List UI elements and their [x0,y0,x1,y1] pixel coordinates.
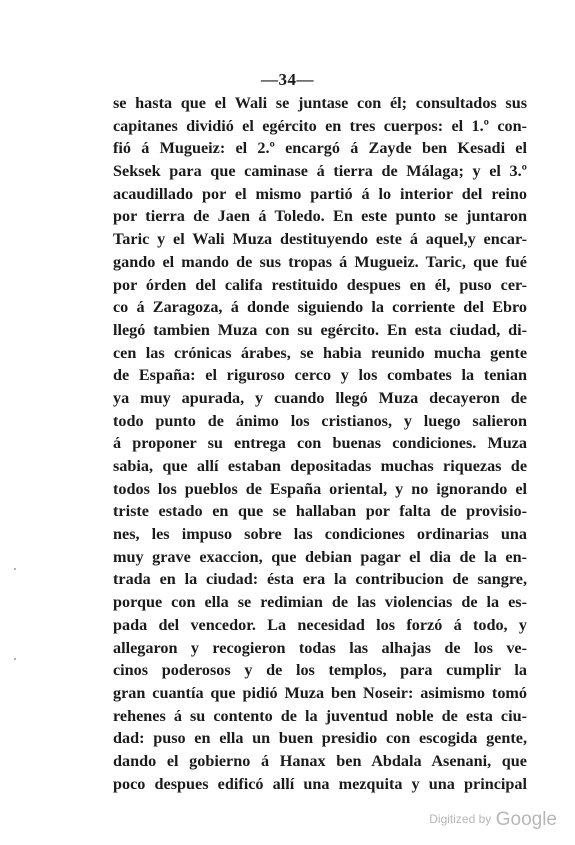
text-line: sabia, que allí estaban depositadas muchas riquezas de [113,457,527,475]
text-line: de España: el riguroso cerco y los combates la tenian [113,366,527,385]
margin-speck [14,658,16,660]
text-line: rehenes á su contento de la juventud noble de esta ciu- [113,706,527,725]
text-line: Taric y el Wali Muza destituyendo este á aquel,y encar- [113,230,527,249]
text-line: ya muy apurada, y cuando llegó Muza decayeron de [113,388,527,407]
text-line: acaudillado por el mismo partió á lo interior del reino [113,184,527,203]
digitized-by-google-watermark [429,809,557,831]
text-line: fió á Mugueiz: el 2.º encargó á Zayde ben Kesadi el [113,139,527,158]
text-line: á proponer su entrega con buenas condiciones. Muza [113,434,527,453]
text-line: dad: puso en ella un buen presidio con escogida gente, [113,729,527,748]
watermark-prefix: Digitized by [429,812,492,826]
text-line: Seksek para que caminase á tierra de Málaga; y el 3.º [113,162,527,181]
text-line: por órden del califa restituido despues en él, puso cer- [113,275,527,294]
text-line: se hasta que el Wali se juntase con él; consultados sus [113,94,527,112]
text-line: nes, les impuso sobre las condiciones ordinarias una [113,525,527,544]
text-line: gran cuantía que pidió Muza ben Noseir: asimismo tomó [113,683,527,702]
text-line: cinos poderosos y de los templos, para cumplir la [113,661,527,680]
text-line: trada en la ciudad: ésta era la contribucion de sangre, [113,570,527,589]
text-line: co á Zaragoza, á donde siguiendo la corriente del Ebro [113,298,527,317]
text-line: todos los pueblos de España oriental, y no ignorando el [113,479,527,498]
text-line: pada del vencedor. La necesidad los forzó á todo, y [113,615,527,634]
text-line: cen las crónicas árabes, se habia reunido mucha gente [113,343,527,362]
text-line: porque con ella se redimian de las violencias de la es- [113,593,527,612]
text-line: todo punto de ánimo los cristianos, y luego salieron [113,411,527,430]
text-line: dando el gobierno á Hanax ben Abdala Asenani, que [113,751,527,770]
text-line: allegaron y recogieron todas las alhajas de los ve- [113,638,527,657]
body-text [113,92,527,795]
text-line: llegó tambien Muza con su egército. En esta ciudad, di- [113,320,527,339]
margin-speck [14,568,16,570]
text-line: poco despues edificó allí una mezquita y una principal [113,774,527,793]
watermark-brand: Google [495,809,557,830]
text-line: por tierra de Jaen á Toledo. En este punto se juntaron [113,207,527,226]
page-number: —34— [261,70,314,89]
text-line: muy grave exaccion, que debian pagar el dia de la en- [113,547,527,566]
text-line: gando el mando de sus tropas á Mugueiz. Taric, que fué [113,252,527,271]
text-line: triste estado en que se hallaban por falta de provisio- [113,502,527,521]
text-line: capitanes dividió el egército en tres cuerpos: el 1.º con- [113,116,527,135]
